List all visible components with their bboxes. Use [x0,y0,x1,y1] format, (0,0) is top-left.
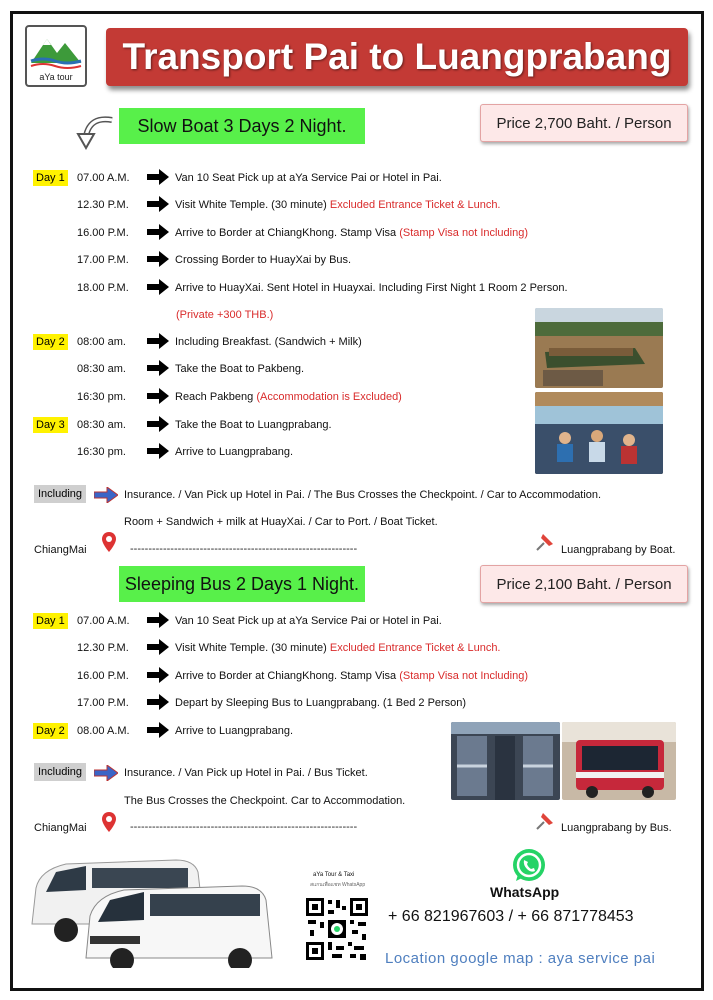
bus-including-label: Including [34,763,86,781]
right-arrow-icon [147,694,169,710]
qr-subtitle: สแกนเพื่อแชท WhatsApp [310,882,366,888]
right-arrow-icon [147,639,169,655]
boat-row [175,419,332,431]
boat-row [175,363,304,375]
aya-tour-logo [25,25,87,87]
right-arrow-icon [147,443,169,459]
right-arrow-icon [147,722,169,738]
sleeping-bus-heading: Sleeping Bus 2 Days 1 Night. [119,566,365,602]
boat-activity: Van 10 Seat Pick up at aYa Service Pai or Hotel in Pai. [175,172,442,184]
private-note: (Private +300 THB.) [176,309,274,321]
boat-activity: Take the Boat to Pakbeng. [175,363,305,375]
bus-row [175,697,466,709]
bus-row [175,670,528,682]
boat-time: 18.00 P.M. [77,282,129,294]
boat-row [175,446,293,458]
boat-activity: Crossing Border to HuayXai by Bus. [175,254,352,266]
boat-time: 16:30 pm. [77,391,126,403]
pushpin-icon [535,532,555,552]
boat-day-label: Day 1 [33,170,68,186]
boat-note: (Stamp Visa not Including) [399,227,529,239]
boat-row [175,391,402,403]
right-arrow-icon [147,360,169,376]
boat-time: 08:30 am. [77,419,126,431]
boat-including-line2: Room + Sandwich + milk at HuayXai. / Car to Port. / Boat Ticket. [124,516,438,528]
whatsapp-label: WhatsApp [490,884,560,900]
google-map-location[interactable]: Location google map : aya service pai [385,950,656,967]
bus-activity: Depart by Sleeping Bus to Luangprabang. (1 Bed 2 Person) [175,697,467,709]
boat-activity: Take the Boat to Luangprabang. [175,419,332,431]
boat-day-label: Day 3 [33,417,68,433]
bus-route-from: ChiangMai [34,822,87,834]
boat-note: (Accommodation is Excluded) [256,391,402,403]
boat-interior-photo [535,392,663,474]
bus-time: 17.00 P.M. [77,697,129,709]
boat-time: 08:30 am. [77,363,126,375]
bus-including-line1: Insurance. / Van Pick up Hotel in Pai. / Bus Ticket. [124,767,368,779]
boat-activity: Arrive to Luangprabang. [175,446,294,458]
right-arrow-icon [147,333,169,349]
blue-arrow-icon [94,487,118,503]
bus-time: 12.30 P.M. [77,642,129,654]
blue-arrow-icon [94,765,118,781]
bus-interior-photo [451,722,560,800]
logo-brand: aYa tour [39,72,73,82]
bus-exterior-photo [562,722,676,800]
right-arrow-icon [147,196,169,212]
boat-activity: Arrive to Border at ChiangKhong. Stamp Visa [175,227,397,239]
whatsapp-icon[interactable] [510,847,548,885]
right-arrow-icon [147,612,169,628]
sleeping-bus-price: Price 2,100 Baht. / Person [480,565,688,603]
boat-time: 16:30 pm. [77,446,126,458]
location-pin-icon [102,532,116,552]
bus-route-line: -------------------------------------------------------------- [130,821,358,833]
bus-note: Excluded Entrance Ticket & Lunch. [329,642,501,654]
bus-time: 16.00 P.M. [77,670,129,682]
bus-activity: Van 10 Seat Pick up at aYa Service Pai or Hotel in Pai. [175,615,442,627]
boat-route-line: -------------------------------------------------------------- [130,543,358,555]
boat-row [175,172,442,184]
slow-boat-heading: Slow Boat 3 Days 2 Night. [119,108,365,144]
boat-activity: Including Breakfast. (Sandwich + Milk) [175,336,362,348]
right-arrow-icon [147,388,169,404]
boat-row [175,199,501,211]
right-arrow-icon [147,169,169,185]
boat-row [175,254,351,266]
boat-river-photo [535,308,663,388]
pushpin-icon [535,811,555,831]
boat-activity: Arrive to HuayXai. Sent Hotel in Huayxai. Including First Night 1 Room 2 Person. [175,282,568,294]
page-title: Transport Pai to Luangprabang [106,28,688,86]
bus-day-label: Day 2 [33,723,68,739]
boat-including-line1: Insurance. / Van Pick up Hotel in Pai. / The Bus Crosses the Checkpoint. / Car to Accommodation. [124,489,602,501]
bus-row [175,615,442,627]
boat-time: 12.30 P.M. [77,199,129,211]
van-illustration [26,850,276,968]
right-arrow-icon [147,416,169,432]
boat-day-label: Day 2 [33,334,68,350]
bus-time: 07.00 A.M. [77,615,130,627]
bus-including-line2: The Bus Crosses the Checkpoint. Car to Accommodation. [124,795,406,807]
right-arrow-icon [147,667,169,683]
boat-row [175,227,528,239]
bus-row [175,725,293,737]
boat-route-to: Luangprabang by Boat. [561,544,676,556]
boat-activity: Visit White Temple. (30 minute) [175,199,327,211]
curved-arrow-icon [76,114,116,150]
bus-activity: Visit White Temple. (30 minute) [175,642,327,654]
boat-activity: Reach Pakbeng [175,391,254,403]
qr-title: aYa Tour & Taxi [313,872,355,878]
boat-route-from: ChiangMai [34,544,87,556]
right-arrow-icon [147,251,169,267]
right-arrow-icon [147,279,169,295]
boat-including-label: Including [34,485,86,503]
boat-note: Excluded Entrance Ticket & Lunch. [329,199,501,211]
bus-row [175,642,501,654]
bus-activity: Arrive to Border at ChiangKhong. Stamp Visa [175,670,397,682]
bus-activity: Arrive to Luangprabang. [175,725,294,737]
boat-time: 17.00 P.M. [77,254,129,266]
boat-time: 08:00 am. [77,336,126,348]
right-arrow-icon [147,224,169,240]
bus-route-to: Luangprabang by Bus. [561,822,672,834]
phone-numbers[interactable]: + 66 821967603 / + 66 871778453 [388,908,634,925]
boat-row [175,282,568,294]
bus-day-label: Day 1 [33,613,68,629]
boat-time: 07.00 A.M. [77,172,130,184]
slow-boat-price: Price 2,700 Baht. / Person [480,104,688,142]
boat-time: 16.00 P.M. [77,227,129,239]
bus-time: 08.00 A.M. [77,725,130,737]
location-pin-icon [102,812,116,832]
boat-row [175,336,362,348]
qr-code[interactable] [304,896,370,962]
bus-note: (Stamp Visa not Including) [399,670,529,682]
